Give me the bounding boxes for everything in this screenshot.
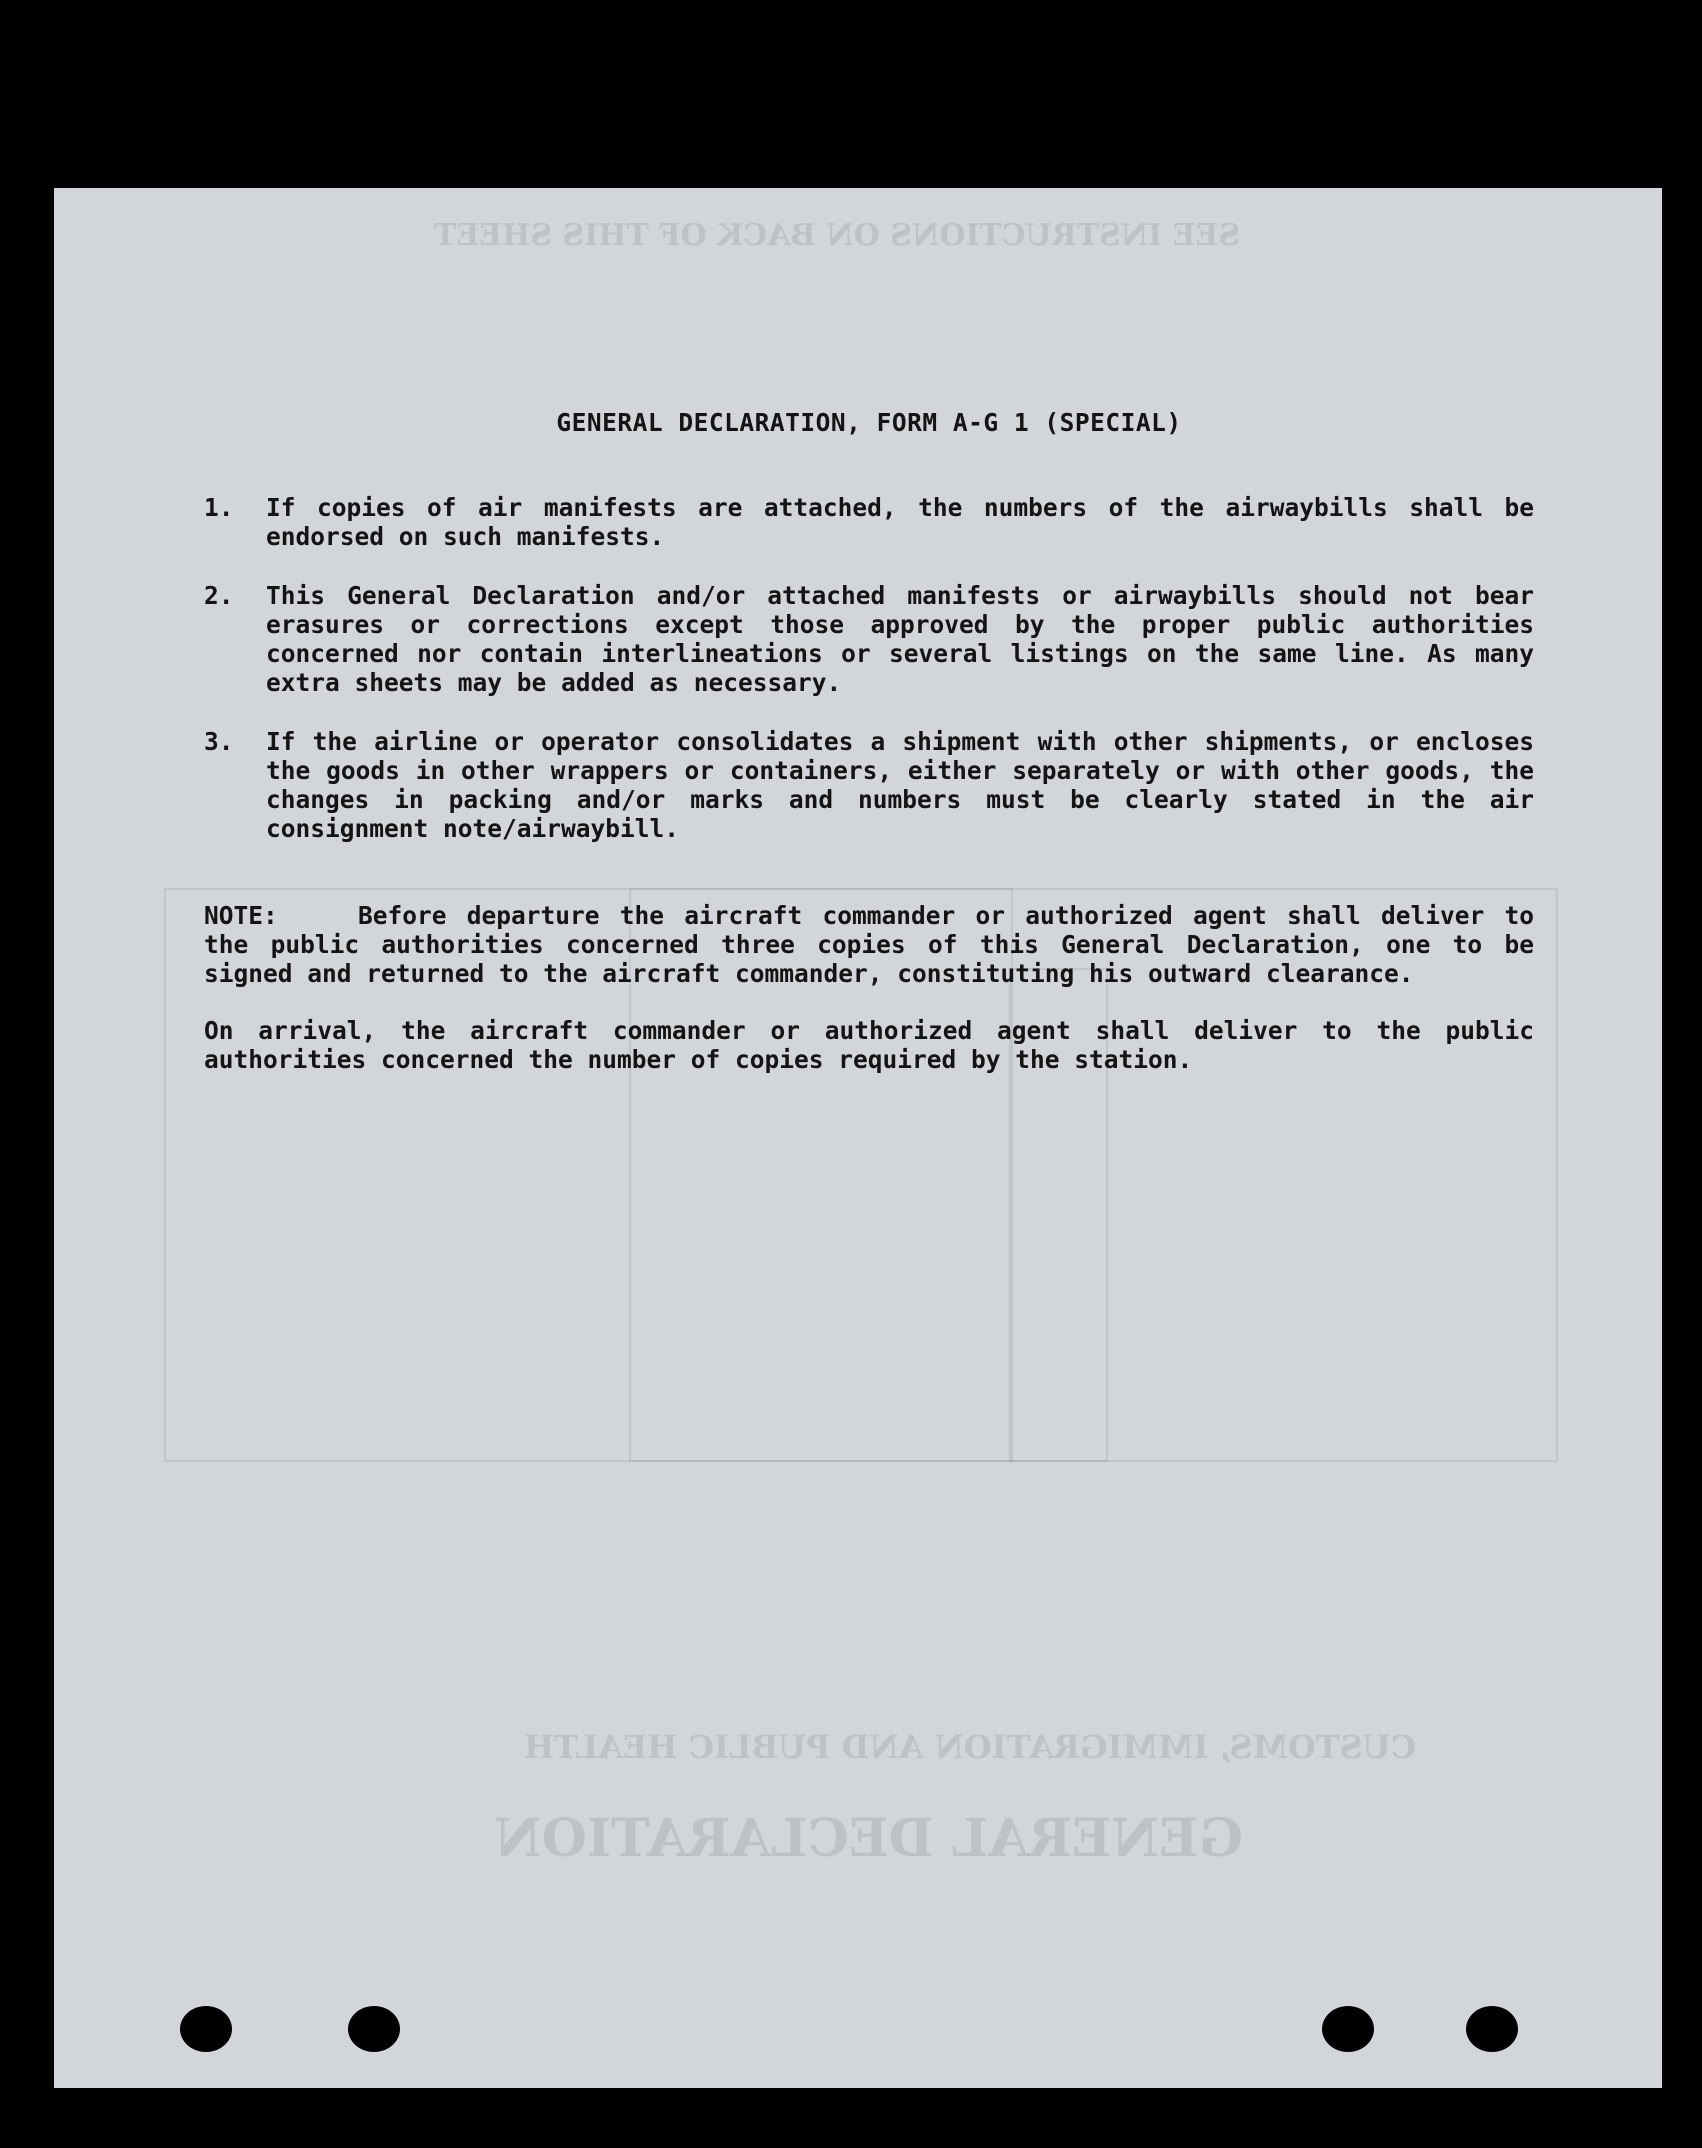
declaration-title: GENERAL DECLARATION, FORM A-G 1 (SPECIAL) [556,408,1182,437]
instruction-text: If copies of air manifests are attached, the numbers of the airwaybills shall be endorsed on such manifests. [266,493,1534,551]
bleed-through-subheading: CUSTOMS, IMMIGRATION AND PUBLIC HEALTH [524,1728,1417,1766]
bleed-through-header: SEE INSTRUCTIONS ON BACK OF THIS SHEET [434,218,1241,253]
instruction-text: If the airline or operator consolidates a shipment with other shipments, or encloses the goods in other wrappers or containers, either separately or with other goods, the changes in packing and/or marks and numbers must be clearly stated in the air consignment note/airwaybill. [266,727,1534,843]
bleed-through-heading: GENERAL DECLARATION [494,1808,1244,1869]
instruction-item [204,581,1534,697]
punch-hole-left-2 [348,2006,400,2052]
arrival-note: On arrival, the aircraft commander or authorized agent shall deliver to the public authorities concerned the number of copies required by the station. [204,1016,1534,1074]
punch-hole-left-1 [180,2006,232,2052]
instruction-number: 2. [204,581,234,610]
note-text: Before departure the aircraft commander or authorized agent shall deliver to the public authorities concerned three copies of this General Declaration, one to be signed and returned to the aircraft commander, constituting his outward clearance. [204,901,1534,988]
punch-hole-right-2 [1466,2006,1518,2052]
instruction-number: 1. [204,493,234,522]
declaration-content [204,408,1534,1074]
instruction-item [204,727,1534,843]
punch-hole-right-1 [1322,2006,1374,2052]
instruction-text: This General Declaration and/or attached manifests or airwaybills should not bear erasures or corrections except those approved by the proper public authorities concerned nor contain interlineations or several listings on the same line. As many extra sheets may be added as necessary. [266,581,1534,697]
instruction-number: 3. [204,727,234,756]
document-sheet [54,188,1662,2088]
instruction-item [204,493,1534,551]
note-label: NOTE: [204,901,278,930]
departure-note [204,901,1534,988]
